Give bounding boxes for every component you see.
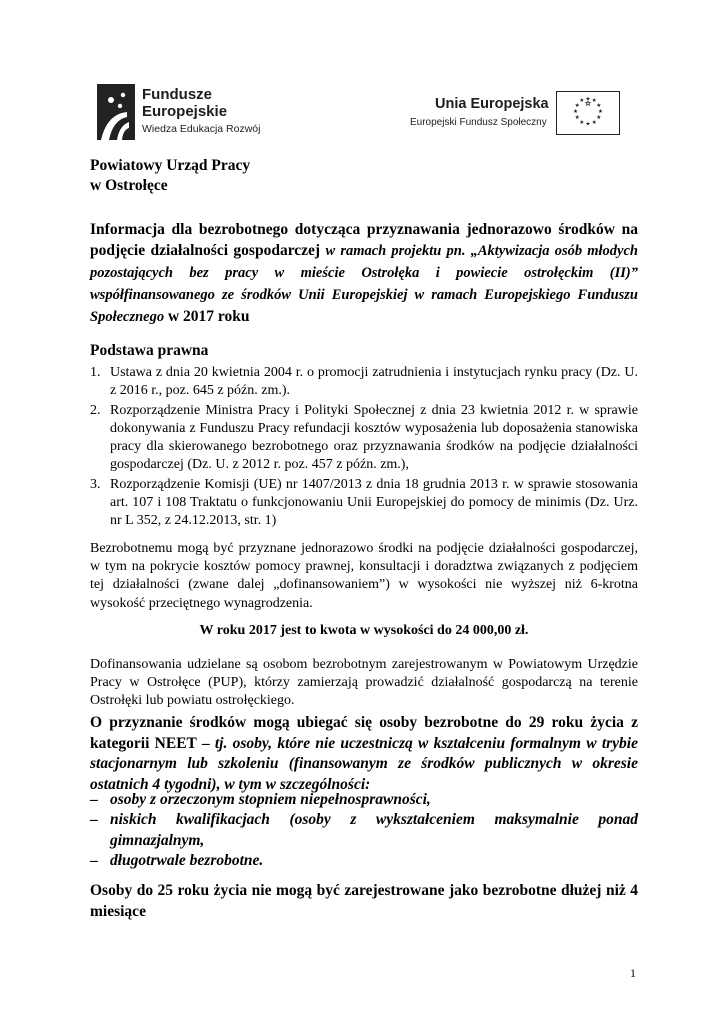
office-line2: w Ostrołęce xyxy=(90,177,168,194)
svg-text:★: ★ xyxy=(573,109,579,115)
list-item-text: Ustawa z dnia 20 kwietnia 2004 r. o promocji zatrudnienia i instytucjach rynku pracy (Dz. U. z 2016 r., poz. 645 z późn. zm.). xyxy=(110,365,638,398)
list-item-text: Rozporządzenie Komisji (UE) nr 1407/2013 z dnia 18 grudnia 2013 r. w sprawie stosowania art. 107 i 108 Traktatu o funkcjonowaniu Unii Europejskiej do pomocy de minimis (Dz. Urz. nr L 352, z 24.12.2013, str. 1) xyxy=(110,477,638,528)
registration-limit-paragraph: Osoby do 25 roku życia nie mogą być zarejestrowane jako bezrobotne dłużej niż 4 miesiące xyxy=(90,882,638,920)
eligibility-item xyxy=(90,810,638,851)
list-item xyxy=(90,402,638,474)
list-item xyxy=(90,476,638,530)
eligibility-item-text: długotrwale bezrobotne. xyxy=(110,852,264,869)
dash-bullet: – xyxy=(90,811,98,828)
dash-bullet: – xyxy=(90,852,98,869)
eligibility-paragraph xyxy=(90,713,638,795)
list-item-text: Rozporządzenie Ministra Pracy i Polityki Społecznej z dnia 23 kwietnia 2012 r. w sprawie dokonywania z Funduszu Pracy refundacji kosztów wyposażenia lub doposażenia stanowiska pracy dla skierowanego bezrobotnego oraz przyznawania środków na podjęcie działalności gospodarczej (Dz. U. z 2012 r. poz. 457 z późn. zm.), xyxy=(110,403,638,472)
svg-text:★: ★ xyxy=(591,119,597,126)
title-tail: w 2017 roku xyxy=(167,308,250,325)
svg-text:★: ★ xyxy=(591,98,597,105)
svg-text:★: ★ xyxy=(585,121,591,128)
eligibility-item xyxy=(90,851,638,872)
title-bold-part: Informacja dla bezrobotnego dotycząca przyznawania jednorazowo środków na podjęcie działalności gospodarczej xyxy=(90,221,638,259)
eligibility-item-text: osoby z orzeczonym stopniem niepełnosprawności, xyxy=(110,791,431,808)
legal-basis-heading: Podstawa prawna xyxy=(90,342,209,359)
eligibility-bold-part: O przyznanie środków mogą ubiegać się osoby bezrobotne do 29 roku życia z kategorii NEET – xyxy=(90,714,638,752)
svg-text:★: ★ xyxy=(579,119,585,126)
funding-description-paragraph: Bezrobotnemu mogą być przyznane jednorazowo środki na podjęcie działalności gospodarczej, w tym na pokrycie kosztów pomocy prawnej, konsultacji i doradztwa związanych z podjęciem tej działalności (zwane dalej „dofinansowaniem”) w wysokości nie wyższej niż 6-krotna wysokość przeciętnego wynagrodzenia. xyxy=(90,541,638,611)
svg-text:★: ★ xyxy=(579,98,585,105)
ue-logo-title: Unia Europejska xyxy=(435,96,549,112)
fe-logo-line3: Wiedza Edukacja Rozwój xyxy=(142,123,261,135)
legal-basis-list xyxy=(90,364,638,532)
fe-logo-line2: Europejskie xyxy=(142,103,228,120)
fe-logo-line1: Fundusze xyxy=(142,86,212,103)
list-item xyxy=(90,364,638,400)
amount-line: W roku 2017 jest to kwota w wysokości do 24 000,00 zł. xyxy=(199,623,529,638)
svg-text:★: ★ xyxy=(585,96,591,103)
eligibility-registration-paragraph: Dofinansowania udzielane są osobom bezrobotnym zarejestrowanym w Powiatowym Urzędzie Pracy w Ostrołęce (PUP), którzy zamierzają prowadzić działalność gospodarczą na terenie Ostrołęki lub powiatu ostrołęckiego. xyxy=(90,657,638,709)
svg-text:★: ★ xyxy=(574,115,580,122)
list-item-number: 2. xyxy=(90,403,101,418)
eligibility-italic-part: tj. osoby, które nie uczestniczą w kształceniu formalnym w trybie stacjonarnym lub szkoleniu (finansowanym ze środków publicznych w okresie ostatnich 4 tygodni), w tym w szczególności: xyxy=(90,734,638,793)
eu-flag-icon xyxy=(556,91,620,135)
svg-text:★: ★ xyxy=(596,115,602,122)
fundusze-europejskie-logo xyxy=(97,82,277,142)
page-number: 1 xyxy=(630,966,636,980)
list-item-number: 1. xyxy=(90,365,101,380)
dash-bullet: – xyxy=(90,791,98,808)
office-line1: Powiatowy Urząd Pracy xyxy=(90,157,251,174)
svg-text:★: ★ xyxy=(597,109,603,115)
svg-text:★: ★ xyxy=(596,102,602,109)
unia-europejska-logo xyxy=(410,90,625,138)
svg-text:★: ★ xyxy=(574,102,580,109)
title-italic-part: w ramach projektu pn. „Aktywizacja osób młodych pozostających bez pracy w mieście Ostrołęka i powiecie ostrołęckim (II)” współfinansowanego ze środków Unii Europejskiej w ramach Europejskiego Funduszu Społecznego xyxy=(90,243,638,325)
eligibility-item xyxy=(90,790,638,811)
document-title xyxy=(90,219,638,328)
eligibility-item-text: niskich kwalifikacjach (osoby z wykształceniem maksymalnie ponad gimnazjalnym, xyxy=(110,811,638,849)
office-name xyxy=(90,156,250,196)
ue-logo-subtitle: Europejski Fundusz Społeczny xyxy=(410,117,547,128)
fundusze-europejskie-mark-icon xyxy=(97,84,135,140)
list-item-number: 3. xyxy=(90,477,101,492)
